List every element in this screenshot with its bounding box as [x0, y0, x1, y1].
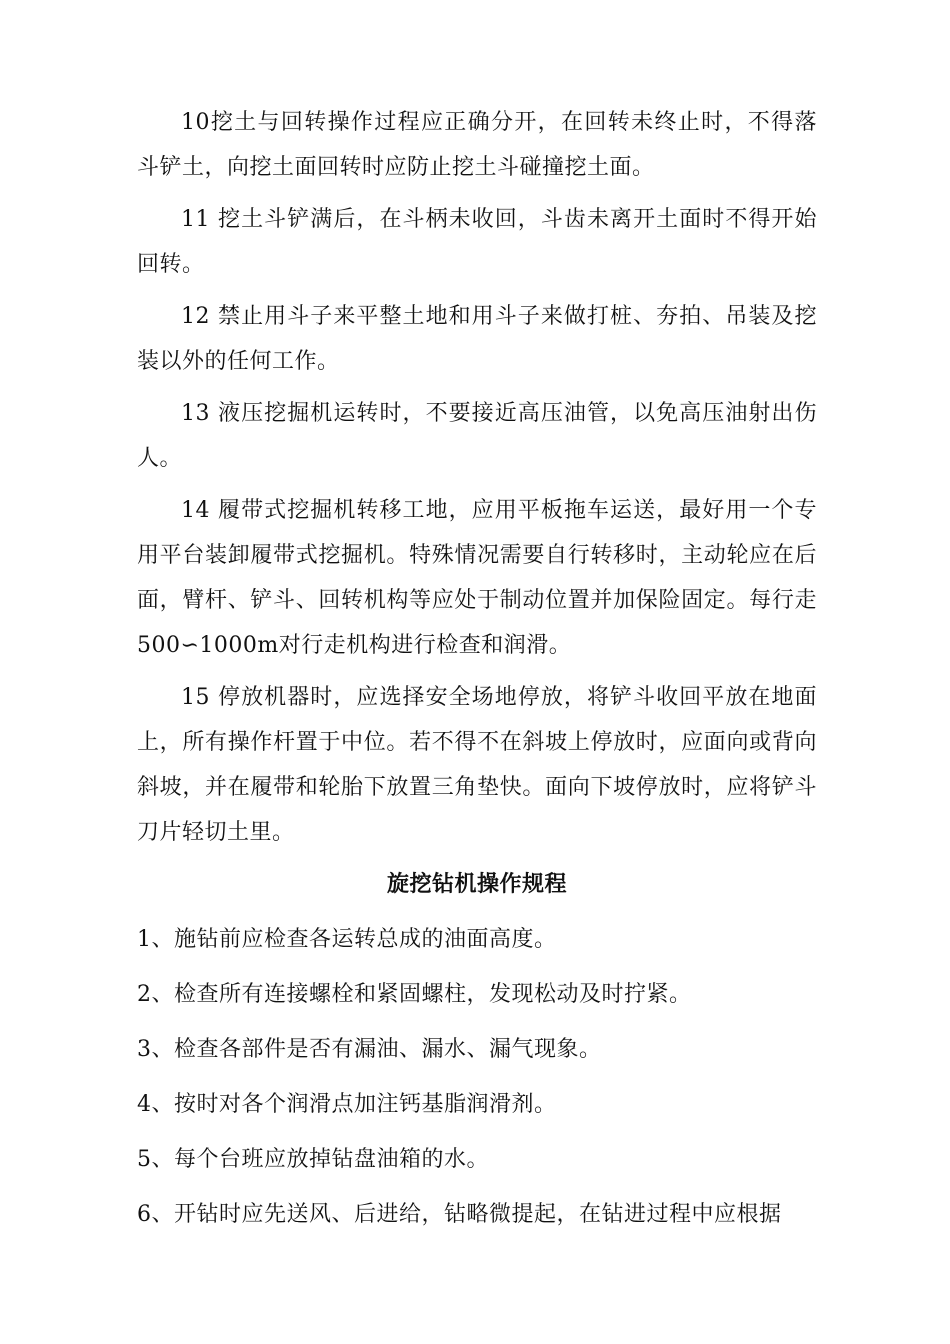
- list-item-4: 4、按时对各个润滑点加注钙基脂润滑剂。: [137, 1092, 557, 1117]
- list-item-5: 5、每个台班应放掉钻盘油箱的水。: [137, 1147, 489, 1172]
- paragraph-11: 11 挖土斗铲满后，在斗柄未收回，斗齿未离开土面时不得开始回转。: [137, 207, 817, 277]
- document-page: [137, 100, 817, 1237]
- list-item-2: 2、检查所有连接螺栓和紧固螺柱，发现松动及时拧紧。: [137, 982, 692, 1007]
- paragraph-12: 12 禁止用斗子来平整土地和用斗子来做打桩、夯拍、吊装及挖装以外的任何工作。: [137, 304, 817, 374]
- paragraph-14: 14 履带式挖掘机转移工地，应用平板拖车运送，最好用一个专用平台装卸履带式挖掘机。特殊情况需要自行转移时，主动轮应在后面，臂杆、铲斗、回转机构等应处于制动位置并加保险固定。每行走500∽1000m对行走机构进行检查和润滑。: [137, 498, 817, 658]
- list-item-3: 3、检查各部件是否有漏油、漏水、漏气现象。: [137, 1037, 602, 1062]
- paragraph-10: 10挖土与回转操作过程应正确分开，在回转未终止时，不得落斗铲土，向挖土面回转时应防止挖土斗碰撞挖土面。: [137, 110, 817, 180]
- list-item-1: 1、施钻前应检查各运转总成的油面高度。: [137, 927, 557, 952]
- list-item-6: 6、开钻时应先送风、后进给，钻略微提起，在钻进过程中应根据: [137, 1202, 782, 1227]
- section-title: 旋挖钻机操作规程: [386, 871, 567, 897]
- paragraph-15: 15 停放机器时，应选择安全场地停放，将铲斗收回平放在地面上，所有操作杆置于中位。若不得不在斜坡上停放时，应面向或背向斜坡，并在履带和轮胎下放置三角垫快。面向下坡停放时，应将铲斗刀片轻切土里。: [137, 685, 817, 845]
- paragraph-13: 13 液压挖掘机运转时，不要接近高压油管，以免高压油射出伤人。: [137, 401, 817, 471]
